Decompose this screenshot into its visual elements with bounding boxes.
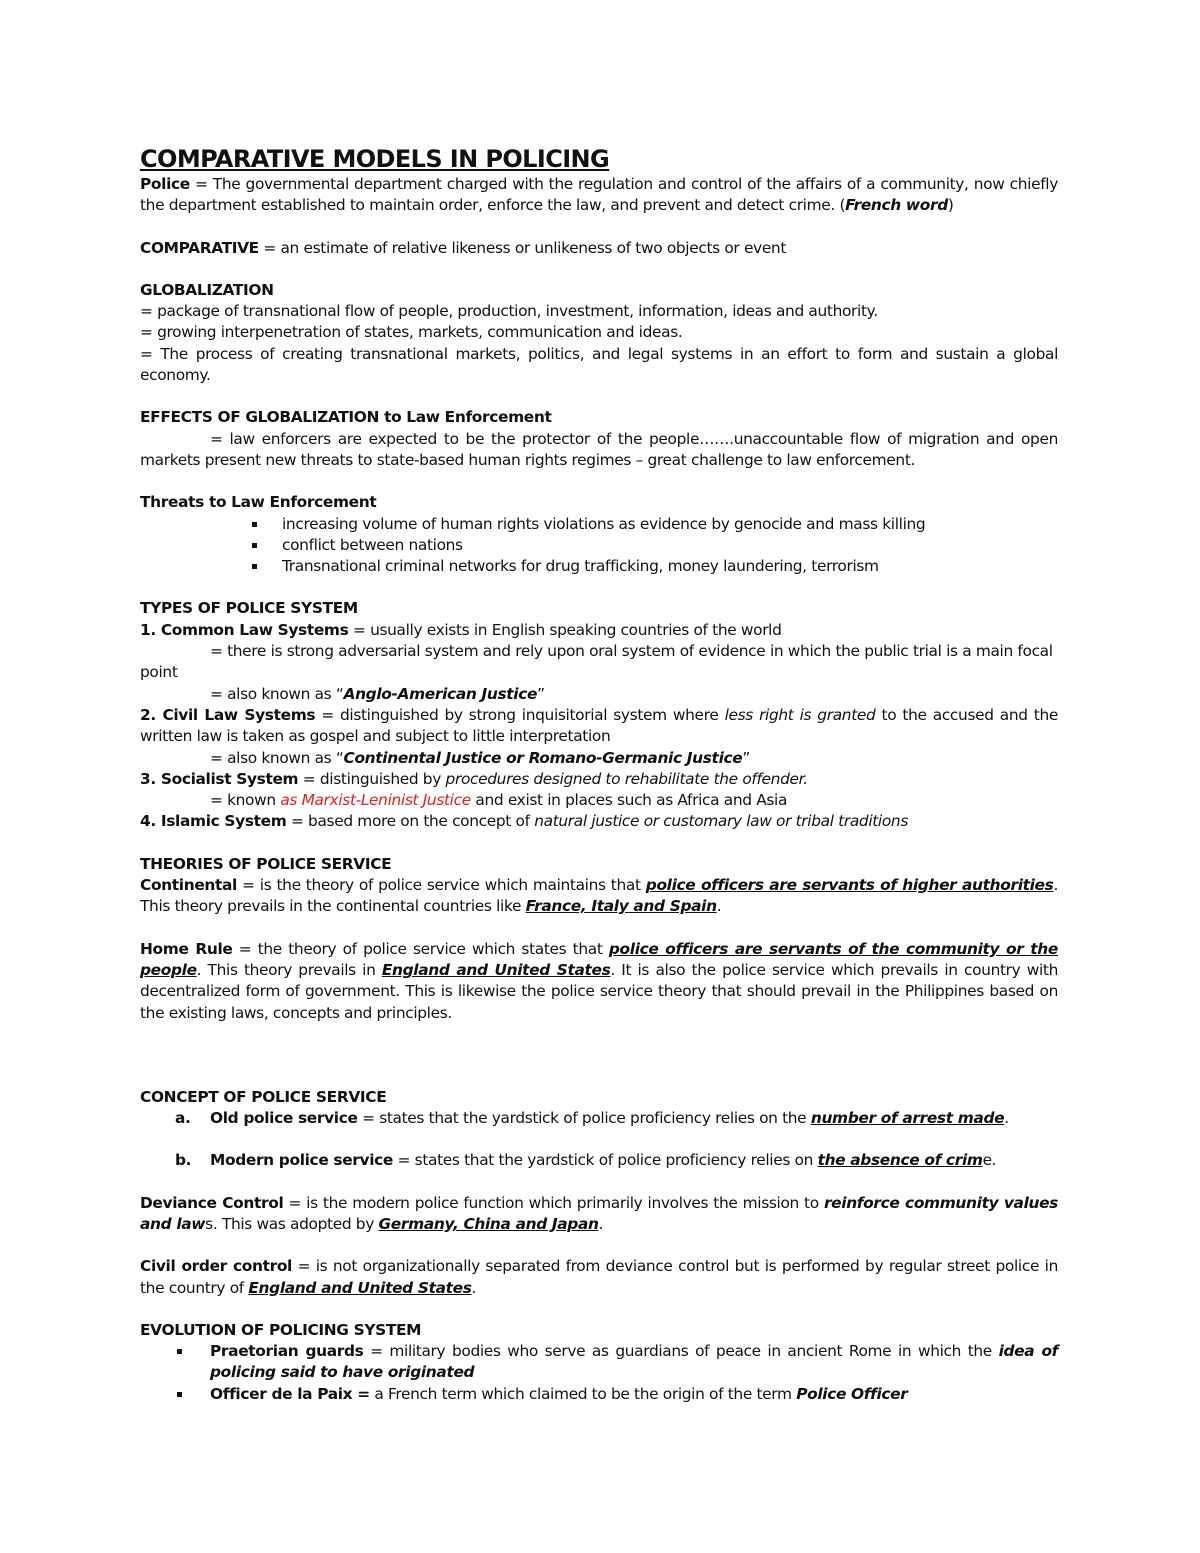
globalization-heading: GLOBALIZATION xyxy=(140,280,274,299)
evolution-list xyxy=(140,1341,1058,1405)
police-definition: Police = The governmental department charged with the regulation and control of the affairs of a community, now chiefly the department established to maintain order, enforce the law, and prevent and detect crime. (French word) xyxy=(140,175,1058,215)
globalization-line: = The process of creating transnational markets, politics, and legal systems in an effort to form and sustain a global economy. xyxy=(140,344,1058,385)
effects-heading: EFFECTS OF GLOBALIZATION to Law Enforcement xyxy=(140,408,552,427)
term-police: Police xyxy=(140,175,190,193)
common-law-item: 1. Common Law Systems = usually exists in English speaking countries of the world xyxy=(140,620,782,639)
effects-text: = law enforcers are expected to be the protector of the people…….unaccountable flow of migration and open markets present new threats to state-based human rights regimes – great challenge to law enforcement. xyxy=(140,429,1058,469)
modern-police-service: b. Modern police service = states that the yardstick of police proficiency relies on the absence of crime. xyxy=(175,1151,997,1170)
document-page xyxy=(140,144,1058,1405)
concept-heading: CONCEPT OF POLICE SERVICE xyxy=(140,1087,387,1106)
theories-heading: THEORIES OF POLICE SERVICE xyxy=(140,854,392,873)
square-bullet-icon xyxy=(177,1349,182,1354)
threats-heading: Threats to Law Enforcement xyxy=(140,493,377,512)
list-item: Praetorian guards = military bodies who serve as guardians of peace in ancient Rome in which the idea of policing said to have originated xyxy=(140,1341,1058,1384)
list-item: Officer de la Paix = a French term which claimed to be the origin of the term Police Officer xyxy=(140,1384,1058,1405)
globalization-line: = package of transnational flow of people, production, investment, information, ideas and authority. xyxy=(140,302,878,321)
civil-order-control: Civil order control = is not organizationally separated from deviance control but is performed by regular street police in the country of England and United States. xyxy=(140,1257,1058,1297)
deviance-control: Deviance Control = is the modern police function which primarily involves the mission to reinforce community values and laws. This was adopted by Germany, China and Japan. xyxy=(140,1193,1058,1233)
islamic-item: 4. Islamic System = based more on the concept of natural justice or customary law or tribal traditions xyxy=(140,812,908,831)
list-item: increasing volume of human rights violations as evidence by genocide and mass killing xyxy=(140,514,1058,535)
threats-list xyxy=(140,514,1058,578)
common-law-aka: = also known as “Anglo-American Justice” xyxy=(210,684,545,703)
home-rule-theory: Home Rule = the theory of police service which states that police officers are servants of the community or the people. This theory prevails in England and United States. It is also the police service which prevails in country with decentralized form of government. This is likewise the police service theory that should prevail in the Philippines based on the existing laws, concepts and principles. xyxy=(140,939,1058,1022)
continental-theory: Continental = is the theory of police service which maintains that police officers are servants of higher authorities. This theory prevails in the continental countries like France, Italy and Spain. xyxy=(140,876,1059,916)
square-bullet-icon xyxy=(252,522,257,527)
socialist-item: 3. Socialist System = distinguished by procedures designed to rehabilitate the offender. xyxy=(140,769,808,788)
socialist-known: = known as Marxist-Leninist Justice and exist in places such as Africa and Asia xyxy=(210,791,788,810)
list-item: Transnational criminal networks for drug trafficking, money laundering, terrorism xyxy=(140,556,1058,577)
globalization-line: = growing interpenetration of states, markets, communication and ideas. xyxy=(140,323,683,342)
french-word: French word xyxy=(845,196,948,215)
evolution-heading: EVOLUTION OF POLICING SYSTEM xyxy=(140,1320,422,1339)
list-item: conflict between nations xyxy=(140,535,1058,556)
square-bullet-icon xyxy=(252,543,257,548)
comparative-definition: COMPARATIVE = an estimate of relative likeness or unlikeness of two objects or event xyxy=(140,238,787,257)
types-heading: TYPES OF POLICE SYSTEM xyxy=(140,599,358,618)
common-law-detail: = there is strong adversarial system and rely upon oral system of evidence in which the public trial is a main focal point xyxy=(140,642,1053,682)
civil-law-item: 2. Civil Law Systems = distinguished by strong inquisitorial system where less right is granted to the accused and the written law is taken as gospel and subject to little interpretation xyxy=(140,705,1059,746)
civil-law-aka: = also known as “Continental Justice or Romano-Germanic Justice” xyxy=(210,748,750,767)
square-bullet-icon xyxy=(177,1392,182,1397)
page-title: COMPARATIVE MODELS IN POLICING xyxy=(140,145,610,173)
square-bullet-icon xyxy=(252,564,257,569)
old-police-service: a. Old police service = states that the yardstick of police proficiency relies on the number of arrest made. xyxy=(175,1109,1009,1128)
term-comparative: COMPARATIVE xyxy=(140,238,259,257)
